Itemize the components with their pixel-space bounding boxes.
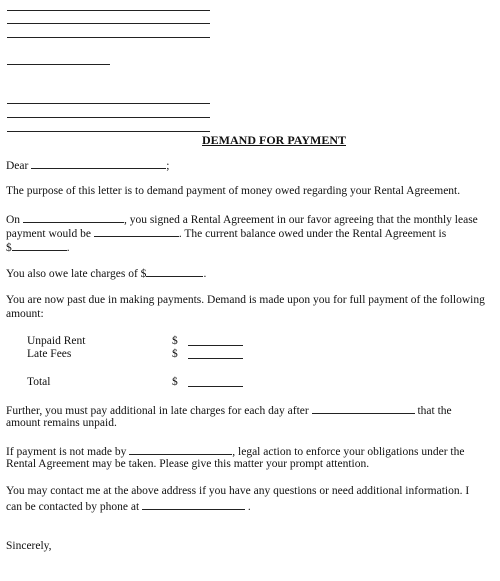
amount-label-total: Total: [27, 376, 51, 388]
agreement-paragraph-line1: [6, 212, 478, 227]
unpaid-rent-field[interactable]: [188, 345, 243, 346]
legal-action-text: , legal action to enforce your obligations under the: [232, 446, 465, 458]
recipient-name-field[interactable]: [31, 158, 166, 169]
late-charges-text: You also owe late charges of $: [6, 268, 147, 280]
further-end-text: that the: [417, 405, 452, 417]
purpose-paragraph: The purpose of this letter is to demand payment of money owed regarding your Rental Agreement.: [6, 185, 461, 197]
current-balance-field[interactable]: [12, 240, 67, 251]
salutation-end: ;: [166, 160, 170, 172]
late-charges-line: [6, 266, 206, 281]
amount-label-unpaid-rent: Unpaid Rent: [27, 335, 86, 347]
amount-currency: $: [172, 335, 178, 347]
on-text: On: [6, 214, 21, 226]
period: .: [66, 242, 70, 254]
address-line[interactable]: [7, 23, 210, 24]
balance-text: . The current balance owed under the Rental Agreement is: [178, 228, 447, 240]
recipient-address-line[interactable]: [7, 103, 210, 104]
period: .: [203, 268, 207, 280]
agreement-paragraph-line2: [6, 226, 446, 241]
closing: Sincerely,: [6, 540, 52, 552]
phone-text: can be contacted by phone at: [6, 501, 140, 513]
dollar-sign: $: [6, 242, 12, 254]
address-line[interactable]: [7, 10, 210, 11]
agreement-text: , you signed a Rental Agreement in our favor agreeing that the monthly lease: [123, 214, 478, 226]
if-payment-text: If payment is not made by: [6, 446, 127, 458]
contact-line2: [6, 499, 251, 514]
monthly-payment-field[interactable]: [94, 226, 179, 237]
past-due-line2: amount:: [6, 308, 44, 320]
salutation: [6, 158, 169, 173]
period: .: [247, 501, 251, 513]
recipient-address-line[interactable]: [7, 117, 210, 118]
agreement-paragraph-line3: [6, 240, 70, 255]
payment-deadline-field[interactable]: [129, 444, 232, 455]
payment-text: payment would be: [6, 228, 91, 240]
further-text: Further, you must pay additional in late charges for each day after: [6, 405, 309, 417]
recipient-address-line[interactable]: [7, 131, 210, 132]
total-field[interactable]: [188, 386, 243, 387]
salutation-dear: Dear: [6, 160, 29, 172]
date-line[interactable]: [7, 64, 110, 65]
further-line1: [6, 403, 452, 418]
phone-field[interactable]: [142, 499, 245, 510]
late-charge-start-date-field[interactable]: [312, 403, 415, 414]
past-due-line1: You are now past due in making payments. Demand is made upon you for full payment of the following: [6, 294, 485, 306]
further-line2: amount remains unpaid.: [6, 417, 117, 429]
address-line[interactable]: [7, 37, 210, 38]
late-charges-field[interactable]: [146, 266, 203, 277]
document-title: DEMAND FOR PAYMENT: [202, 133, 346, 147]
late-fees-field[interactable]: [188, 358, 243, 359]
contact-line1: You may contact me at the above address if you have any questions or need additional information. I: [6, 485, 470, 497]
legal-action-line1: [6, 444, 464, 459]
legal-action-line2: Rental Agreement may be taken. Please give this matter your prompt attention.: [6, 458, 370, 470]
amount-label-late-fees: Late Fees: [27, 348, 72, 360]
agreement-date-field[interactable]: [23, 212, 124, 223]
amount-currency: $: [172, 348, 178, 360]
amount-currency: $: [172, 376, 178, 388]
